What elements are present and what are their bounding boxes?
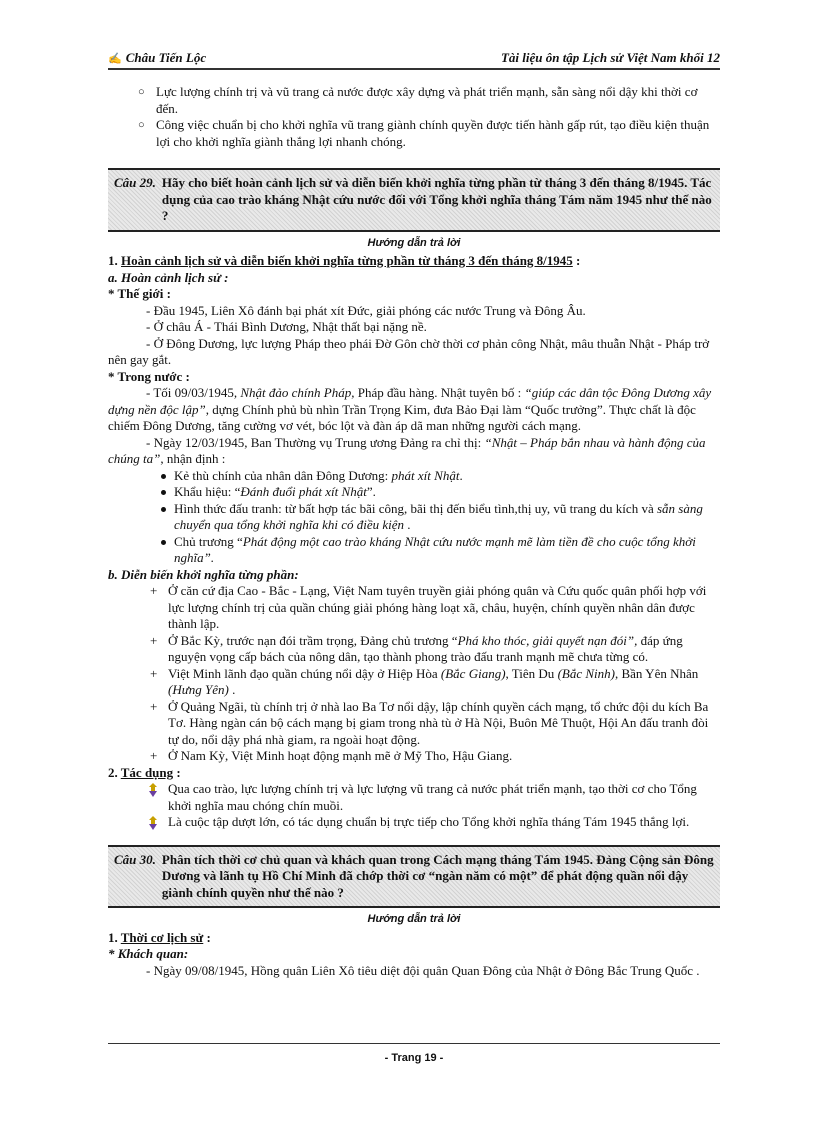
list-item: Kẻ thù chính của nhân dân Đông Dương: phát xít Nhật. xyxy=(160,468,720,485)
subsection-a-heading: a. Hoàn cảnh lịch sử : xyxy=(108,269,229,285)
circle-bullet-icon: ○ xyxy=(138,119,145,131)
domestic-paragraph: - Tối 09/03/1945, Nhật đảo chính Pháp, Pháp đầu hàng. Nhật tuyên bố : “giúp các dân tộc Đông Dương xây dựng nền độc lập”, dựng Chính phủ bù nhìn Trần Trọng Kim, đưa Bảo Đại làm “Quốc trưởng”. Thực chất là độc chiếm Đông Dương, tăng cường vơ vét, bóc lột và đàn áp dã man những người cách mạng. xyxy=(108,385,712,433)
world-line: - Đầu 1945, Liên Xô đánh bại phát xít Đức, giải phóng các nước Trung và Đông Âu. xyxy=(146,302,586,318)
list-item: Hình thức đấu tranh: từ bất hợp tác bãi công, bãi thị đến biểu tình,thị uy, vũ trang du kích và sẵn sàng chuyển qua tổng khởi nghĩa khi có điều kiện . xyxy=(160,501,720,534)
answer-guide-heading: Hướng dẫn trả lời xyxy=(367,913,461,925)
header-author xyxy=(108,50,206,68)
plus-bullet-icon: + xyxy=(150,698,158,714)
list-item: ○ Lực lượng chính trị và vũ trang cả nước được xây dựng và phát triển mạnh, sẵn sàng nổi dậy khi thời cơ đến. xyxy=(138,84,698,116)
events-list xyxy=(108,583,720,765)
objective-heading: * Khách quan: xyxy=(108,946,189,961)
plus-bullet-icon: + xyxy=(150,632,158,648)
world-line: - Ở Đông Dương, lực lượng Pháp theo phái Đờ Gôn chờ thời cơ phản công Nhật, mâu thuẫn Nhật - Pháp trở nên gay gắt. xyxy=(108,335,710,367)
subsection-b-heading: b. Diễn biến khởi nghĩa từng phần: xyxy=(108,566,299,582)
question-29-box xyxy=(108,168,720,232)
header-doc-title: Tài liệu ôn tập Lịch sử Việt Nam khối 12 xyxy=(500,50,720,65)
plus-bullet-icon: + xyxy=(150,665,158,681)
list-item: Qua cao trào, lực lượng chính trị và lực lượng vũ trang cả nước phát triển mạnh, tạo thời cơ cho Tổng khởi nghĩa mau chóng chín muồi. xyxy=(146,781,720,814)
list-item: Là cuộc tập dượt lớn, có tác dụng chuẩn bị trực tiếp cho Tổng khởi nghĩa tháng Tám 1945 thắng lợi. xyxy=(146,814,720,831)
section-1-heading: 1. Hoàn cảnh lịch sử và diễn biến khởi nghĩa từng phần từ tháng 3 đến tháng 8/1945 : xyxy=(108,253,581,268)
plus-bullet-icon: + xyxy=(150,748,158,763)
author-name: Châu Tiến Lộc xyxy=(125,50,207,65)
question-text: Hãy cho biết hoàn cảnh lịch sử và diễn biến khởi nghĩa từng phần từ tháng 3 đến tháng 8/1945. Tác dụng của cao trào kháng Nhật cứu nước đối với Tổng khởi nghĩa tháng Tám năm 1945 như thế nào ? xyxy=(161,175,712,223)
directive-list xyxy=(108,468,720,567)
objective-paragraph: - Ngày 09/08/1945, Hồng quân Liên Xô tiêu diệt đội quân Quan Đông của Nhật ở Đông Bắc Trung Quốc . xyxy=(146,962,700,978)
list-item: Khẩu hiệu: “Đánh đuổi phát xít Nhật”. xyxy=(160,484,720,501)
list-item: Chủ trương “Phát động một cao trào kháng Nhật cứu nước mạnh mẽ làm tiền đề cho cuộc tổng khởi nghĩa”. xyxy=(160,534,720,567)
page-number: - Trang 19 - xyxy=(384,1052,444,1064)
question-text: Phân tích thời cơ chủ quan và khách quan trong Cách mạng tháng Tám 1945. Đảng Cộng sản Đông Dương và lãnh tụ Hồ Chí Minh đã chớp thời cơ “ngàn năm có một” để phát động quần nổi dậy giành chính quyền như thế nào ? xyxy=(161,851,714,900)
section-1-heading: 1. Thời cơ lịch sử : xyxy=(108,929,211,945)
question-label: Câu 30. xyxy=(114,851,156,867)
arrow-bullet-icon xyxy=(146,816,160,830)
arrow-bullet-icon xyxy=(146,783,160,797)
domestic-heading: * Trong nước : xyxy=(108,368,190,384)
answer-guide-heading: Hướng dẫn trả lời xyxy=(367,236,461,249)
intro-list xyxy=(108,84,720,150)
world-heading: * Thế giới : xyxy=(108,286,171,301)
section-2-heading: 2. Tác dụng : xyxy=(108,764,181,780)
effects-list xyxy=(108,781,720,831)
world-line: - Ở châu Á - Thái Bình Dương, Nhật thất bại nặng nề. xyxy=(146,319,427,334)
list-item: + Việt Minh lãnh đạo quần chúng nổi dậy ở Hiệp Hòa (Bắc Giang), Tiên Du (Bắc Ninh), Bần Yên Nhân (Hưng Yên) . xyxy=(150,665,699,697)
list-item: + Ở Bắc Kỳ, trước nạn đói trầm trọng, Đảng chủ trương “Phá kho thóc, giải quyết nạn đói”, đáp ứng nguyện vọng cấp bách của nông dân, tạo thành phong trào đấu tranh mạnh mẽ chưa từng có. xyxy=(150,632,683,664)
list-item: + Ở căn cứ địa Cao - Bắc - Lạng, Việt Nam tuyên truyền giải phóng quân và Cứu quốc quân phối hợp với lực lượng chính trị của quần chúng giải phóng hàng loạt xã, châu, huyện, chính quyền nhân dân được thành lập. xyxy=(150,583,707,631)
list-item: + Ở Quảng Ngãi, tù chính trị ở nhà lao Ba Tơ nổi dậy, lập chính quyền cách mạng, tổ chức đội du kích Ba Tơ. Hàng ngàn cán bộ cách mạng bị giam trong nhà tù ở Hà Nội, Buôn Mê Thuột, Hội An đấu tranh đòi tự do, nổi dậy phá nhà giam, ra ngoài hoạt động. xyxy=(150,698,709,747)
list-item: + Ở Nam Kỳ, Việt Minh hoạt động mạnh mẽ ở Mỹ Tho, Hậu Giang. xyxy=(150,748,513,763)
page-footer xyxy=(108,1043,720,1067)
question-30-box xyxy=(108,845,720,909)
page-header xyxy=(108,48,720,70)
list-item: ○ Công việc chuẩn bị cho khởi nghĩa vũ trang giành chính quyền được tiến hành gấp rút, tạo điều kiện thuận lợi cho khởi nghĩa giành thắng lợi nhanh chóng. xyxy=(138,117,710,149)
plus-bullet-icon: + xyxy=(150,583,158,598)
page-content xyxy=(108,84,720,979)
pen-icon: ✍ xyxy=(108,53,122,65)
question-label: Câu 29. xyxy=(114,175,156,190)
circle-bullet-icon: ○ xyxy=(138,86,145,98)
domestic-paragraph: - Ngày 12/03/1945, Ban Thường vụ Trung ương Đảng ra chỉ thị: “Nhật – Pháp bắn nhau và hành động của chúng ta”, nhận định : xyxy=(108,434,706,466)
